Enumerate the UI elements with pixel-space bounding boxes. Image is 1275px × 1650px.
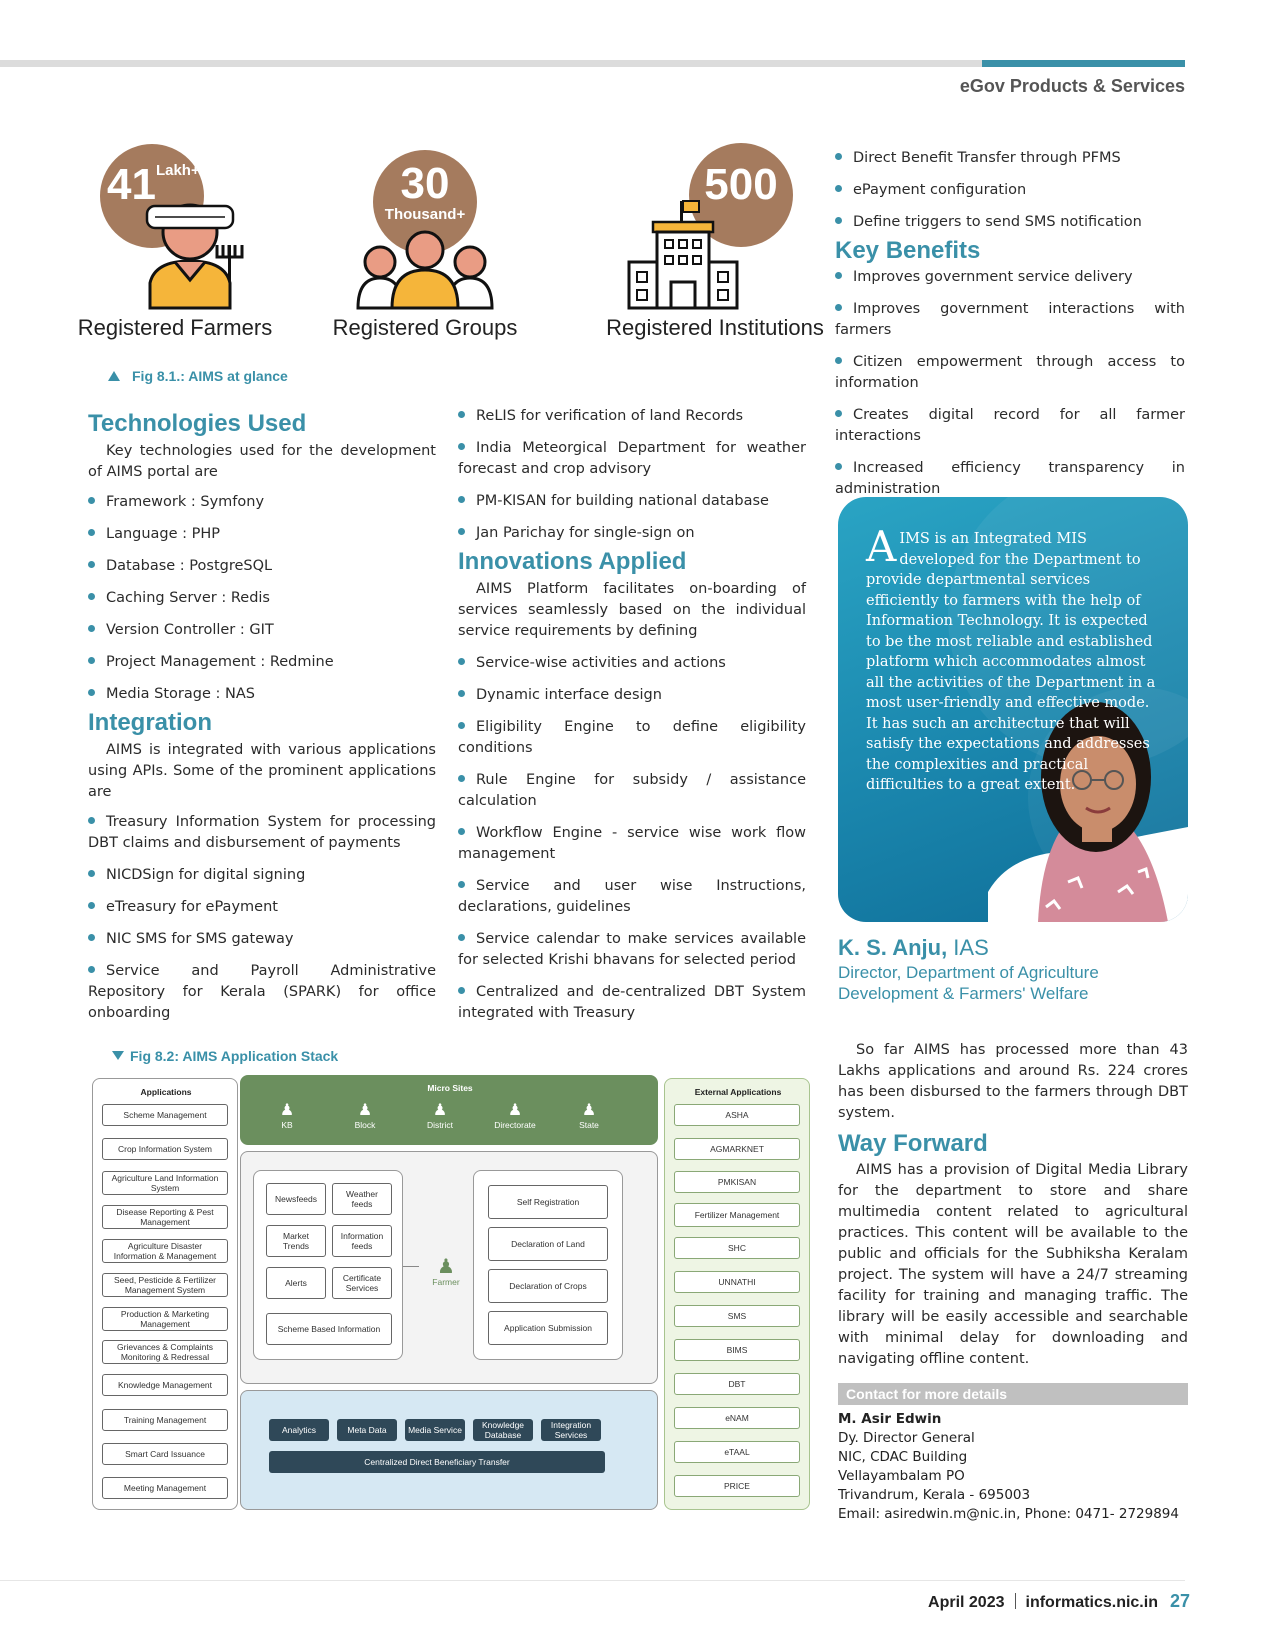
innovations-list [458, 653, 806, 1024]
app-box: Disease Reporting & Pest Management [102, 1205, 228, 1229]
innovations-intro: AIMS Platform facilitates on-boarding of services seamlessly based on the individual service requirements by defining [458, 581, 806, 639]
microsite-district: ♟ District [410, 1102, 470, 1130]
integration-list-continued [458, 406, 806, 544]
list-item: Workflow Engine - service wise work flow management [458, 825, 806, 862]
list-item: Language : PHP [88, 524, 436, 545]
footer-date: April 2023 [928, 1594, 1005, 1611]
external-box: Fertilizer Management [674, 1203, 800, 1227]
column-left [88, 410, 436, 1035]
service-box: Analytics [269, 1419, 329, 1441]
farmer-node [411, 1257, 481, 1287]
applications-panel [92, 1078, 238, 1510]
list-item: Increased efficiency transparency in administration [835, 460, 1185, 497]
list-item: Version Controller : GIT [88, 620, 436, 641]
info-box: Market Trends [266, 1225, 326, 1257]
contact-line: Email: asiredwin.m@nic.in, Phone: 0471- 2729894 [838, 1506, 1179, 1522]
header-accent [982, 60, 1185, 67]
innovations-heading: Innovations Applied [458, 548, 687, 575]
microsite-block: ♟ Block [335, 1102, 395, 1130]
service-box: Knowledge Database [473, 1419, 533, 1441]
list-item: Database : PostgreSQL [88, 556, 436, 577]
list-item: Media Storage : NAS [88, 684, 436, 705]
list-item: India Meteorgical Department for weather forecast and crop advisory [458, 440, 806, 477]
benefits-heading: Key Benefits [835, 237, 981, 264]
way-forward-text: AIMS has a provision of Digital Media Library for the department to store and share multimedia content related to agricultural practices. This content will be available to the public and officials for the Subhiksha Keralam project. The system will have a 24/7 streaming facility for training and managing traffic. The library will be easily accessible and searchable with minimal delay for downloading and navigating offline content. [838, 1162, 1188, 1367]
contact-line: Dy. Director General [838, 1430, 975, 1446]
external-box: PMKISAN [674, 1171, 800, 1193]
list-item: Dynamic interface design [458, 685, 806, 706]
technologies-list [88, 492, 436, 705]
list-item: NIC SMS for SMS gateway [88, 929, 436, 950]
summary-text: So far AIMS has processed more than 43 Lakhs applications and around Rs. 224 crores has been disbursed to the farmers through DBT system. [838, 1042, 1188, 1121]
stat-institutions [606, 140, 824, 345]
app-box: Scheme Management [102, 1104, 228, 1126]
external-box: AGMARKNET [674, 1138, 800, 1160]
farmer-actions-group [473, 1170, 623, 1360]
footer-site: informatics.nic.in [1025, 1594, 1158, 1611]
info-box: Weather feeds [332, 1183, 392, 1215]
list-item: Service calendar to make services available for selected Krishi bhavans for selected period [458, 931, 806, 968]
info-box: Certificate Services [332, 1267, 392, 1299]
dbt-bar: Centralized Direct Beneficiary Transfer [269, 1451, 605, 1473]
list-item: Centralized and de-centralized DBT System integrated with Treasury [458, 984, 806, 1021]
list-item: Direct Benefit Transfer through PFMS [835, 148, 1185, 169]
app-box: Agriculture Land Information System [102, 1171, 228, 1195]
list-item: Caching Server : Redis [88, 588, 436, 609]
service-box: Meta Data [337, 1419, 397, 1441]
list-item: NICDSign for digital signing [88, 865, 436, 886]
stat-label: Registered Groups [332, 315, 518, 340]
app-box: Meeting Management [102, 1477, 228, 1499]
integration-intro: AIMS is integrated with various applications using APIs. Some of the prominent applications are [88, 742, 436, 800]
way-forward-heading: Way Forward [838, 1130, 988, 1157]
user-icon: ♟ [432, 1102, 448, 1119]
stat-unit: Lakh+ [155, 162, 200, 179]
info-box: Newsfeeds [266, 1183, 326, 1215]
external-box: UNNATHI [674, 1271, 800, 1293]
external-box: DBT [674, 1373, 800, 1395]
action-box: Declaration of Land [488, 1227, 608, 1261]
person-role: Director, Department of Agriculture Development & Farmers' Welfare [838, 963, 1099, 1003]
user-icon: ♟ [279, 1102, 295, 1119]
app-box: Crop Information System [102, 1138, 228, 1160]
farmer-icon: ♟ [437, 1256, 455, 1278]
app-box: Seed, Pesticide & Fertilizer Management System [102, 1273, 228, 1297]
list-item: Service and user wise Instructions, declarations, guidelines [458, 878, 806, 915]
list-item: Define triggers to send SMS notification [835, 212, 1185, 233]
list-item: Service and Payroll Administrative Repository for Kerala (SPARK) for office onboarding [88, 963, 436, 1021]
list-item: Service-wise activities and actions [458, 653, 806, 674]
integration-heading: Integration [88, 709, 212, 736]
action-box: Declaration of Crops [488, 1269, 608, 1303]
benefits-list [835, 267, 1185, 500]
user-icon: ♟ [357, 1102, 373, 1119]
services-panel [240, 1390, 658, 1510]
right-lower-column [838, 1040, 1188, 1370]
farmer-label: Farmer [432, 1277, 460, 1287]
section-title: eGov Products & Services [959, 76, 1185, 96]
contact-name: M. Asir Edwin [838, 1411, 942, 1427]
external-box: SHC [674, 1237, 800, 1259]
list-item: PM-KISAN for building national database [458, 491, 806, 512]
external-box: PRICE [674, 1475, 800, 1497]
microsites-title: Micro Sites [427, 1083, 473, 1093]
app-box: Production & Marketing Management [102, 1307, 228, 1331]
portal-panel [240, 1151, 658, 1384]
app-box: Agriculture Disaster Information & Management [102, 1239, 228, 1263]
stat-label: Registered Institutions [606, 315, 824, 340]
stat-number: 500 [704, 160, 778, 209]
info-box: Alerts [266, 1267, 326, 1299]
external-title: External Applications [694, 1087, 782, 1097]
user-icon: ♟ [581, 1102, 597, 1119]
fig1-caption-text: Fig 8.1.: AIMS at glance [132, 368, 288, 384]
fig2-caption [112, 1048, 338, 1064]
external-box: eTAAL [674, 1441, 800, 1463]
dbt-features-list [835, 148, 1185, 233]
list-item: ePayment configuration [835, 180, 1185, 201]
external-box: BIMS [674, 1339, 800, 1361]
list-item: Rule Engine for subsidy / assistance calculation [458, 772, 806, 809]
connector-line [403, 1266, 419, 1267]
app-box: Knowledge Management [102, 1374, 228, 1396]
technologies-intro: Key technologies used for the development of AIMS portal are [88, 443, 436, 480]
user-icon: ♟ [507, 1102, 523, 1119]
column-right [835, 148, 1185, 511]
contact-heading: Contact for more details [838, 1383, 1188, 1405]
external-box: SMS [674, 1305, 800, 1327]
microsites-panel [240, 1075, 658, 1145]
column-middle [458, 406, 806, 1035]
fig2-caption-text: Fig 8.2: AIMS Application Stack [130, 1048, 339, 1064]
stat-unit: Thousand+ [384, 206, 466, 223]
list-item: ReLIS for verification of land Records [458, 406, 806, 427]
app-box: Training Management [102, 1409, 228, 1431]
contact-line: Vellayambalam PO [838, 1468, 965, 1484]
fig1-caption [108, 368, 288, 384]
microsite-state: ♟ State [559, 1102, 619, 1130]
stat-number: 41 [107, 160, 156, 209]
list-item: Jan Parichay for single-sign on [458, 523, 806, 544]
contact-line: NIC, CDAC Building [838, 1449, 968, 1465]
microsite-kb: ♟ KB [257, 1102, 317, 1130]
list-item: Improves government service delivery [835, 267, 1185, 288]
quote-text: AIMS is an Integrated MIS developed for the Department to provide departmental services efficiently to farmers with the help of Information Technology. It is expected to be the most reliable and established platform which accommodates almost all the activities of the Department in a most user-friendly and effective mode. It has such an architecture that will satisfy the expectations and addresses the complexities and practical difficulties to a great extent. [866, 522, 1156, 793]
action-box: Application Submission [488, 1311, 608, 1345]
list-item: Treasury Information System for processing DBT claims and disbursement of payments [88, 814, 436, 851]
list-item: Citizen empowerment through access to information [835, 354, 1185, 391]
triangle-down-icon [112, 1051, 124, 1060]
info-box: Information feeds [332, 1225, 392, 1257]
info-box: Scheme Based Information [266, 1313, 392, 1345]
footer-divider [0, 1580, 1185, 1581]
person-block [838, 935, 1188, 1004]
app-box: Grievances & Complaints Monitoring & Redressal [102, 1340, 228, 1364]
service-box: Media Service [405, 1419, 465, 1441]
page-number: 27 [1169, 1591, 1190, 1611]
external-box: ASHA [674, 1104, 800, 1126]
external-box: eNAM [674, 1407, 800, 1429]
application-stack-diagram [90, 1075, 815, 1515]
list-item: Framework : Symfony [88, 492, 436, 513]
service-box: Integration Services [541, 1419, 601, 1441]
list-item: Improves government interactions with farmers [835, 301, 1185, 338]
external-panel [664, 1078, 810, 1510]
contact-block [838, 1410, 1188, 1524]
action-box: Self Registration [488, 1185, 608, 1219]
quote-card [838, 497, 1188, 922]
triangle-up-icon [108, 371, 120, 381]
integration-list [88, 812, 436, 1024]
person-name: K. S. Anju, IAS [838, 935, 989, 960]
list-item: Eligibility Engine to define eligibility conditions [458, 719, 806, 756]
footer [900, 1591, 1190, 1612]
microsite-directorate: ♟ Directorate [485, 1102, 545, 1130]
stat-groups [330, 140, 530, 345]
list-item: eTreasury for ePayment [88, 897, 436, 918]
list-item: Creates digital record for all farmer interactions [835, 407, 1185, 444]
drop-cap: A [866, 522, 897, 571]
list-item: Project Management : Redmine [88, 652, 436, 673]
stat-number: 30 [400, 159, 450, 208]
information-group [253, 1170, 403, 1360]
stat-label: Registered Farmers [77, 315, 273, 340]
contact-line: Trivandrum, Kerala - 695003 [838, 1487, 1031, 1503]
stat-farmers [77, 140, 295, 345]
app-box: Smart Card Issuance [102, 1443, 228, 1465]
technologies-heading: Technologies Used [88, 410, 307, 437]
applications-title: Applications [140, 1087, 192, 1097]
